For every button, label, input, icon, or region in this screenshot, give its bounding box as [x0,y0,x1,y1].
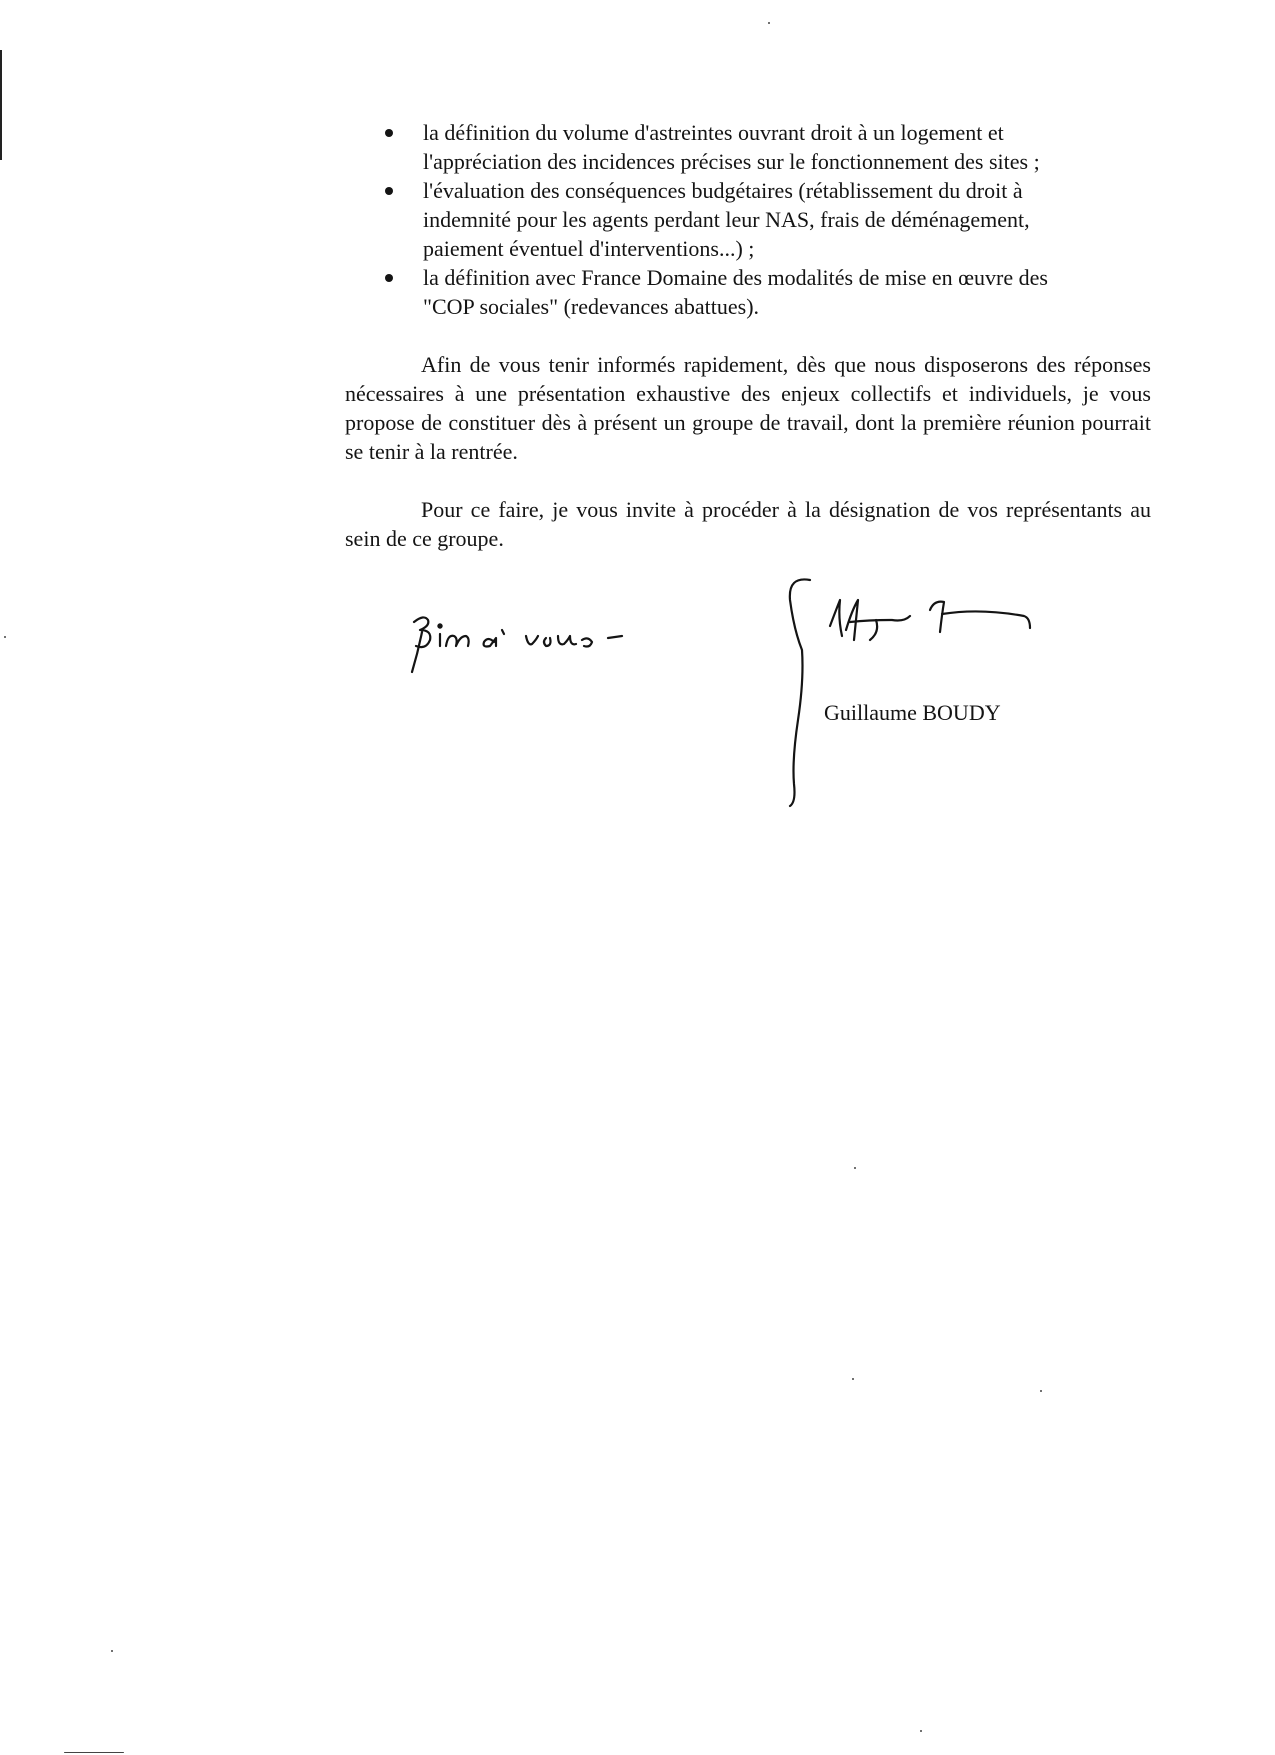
paragraph-designation: Pour ce faire, je vous invite à procéder à la désignation de vos représentants au sein de ce groupe. [345,497,1151,551]
bullet-line: la définition du volume d'astreintes ouvrant droit à un logement et [423,120,1004,145]
scan-speck [920,1730,922,1732]
signatory-name: Guillaume BOUDY [824,700,1001,725]
scan-speck [852,1378,854,1380]
scan-speck [111,1650,113,1652]
scan-speck [4,636,6,638]
scan-speck [1040,1390,1042,1392]
bullet-line: "COP sociales" (redevances abattues). [423,294,760,319]
letter-body [345,118,1151,553]
bullet-icon [385,129,393,137]
bullet-line: paiement éventuel d'interventions...) ; [423,236,755,261]
bullet-item [345,176,1151,263]
scan-edge-line [0,50,2,160]
scan-speck [64,1752,124,1753]
scan-speck [854,1167,856,1169]
bullet-icon [385,274,393,282]
paragraph-working-group: Afin de vous tenir informés rapidement, dès que nous disposerons des réponses nécessaires à une présentation exhaustive des enjeux collectifs et individuels, je vous propose de constituer dès à présent un groupe de travail, dont la première réunion pourrait se tenir à la rentrée. [345,352,1151,464]
bullet-item [345,263,1151,321]
bullet-list [345,118,1151,321]
bullet-item [345,118,1151,176]
scan-speck [768,22,770,24]
bullet-icon [385,187,393,195]
bullet-line: l'appréciation des incidences précises sur le fonctionnement des sites ; [423,149,1040,174]
bullet-line: la définition avec France Domaine des modalités de mise en œuvre des [423,265,1048,290]
bullet-line: l'évaluation des conséquences budgétaires (rétablissement du droit à [423,178,1023,203]
bullet-line: indemnité pour les agents perdant leur NAS, frais de déménagement, [423,207,1030,232]
handwritten-closing [410,612,660,692]
